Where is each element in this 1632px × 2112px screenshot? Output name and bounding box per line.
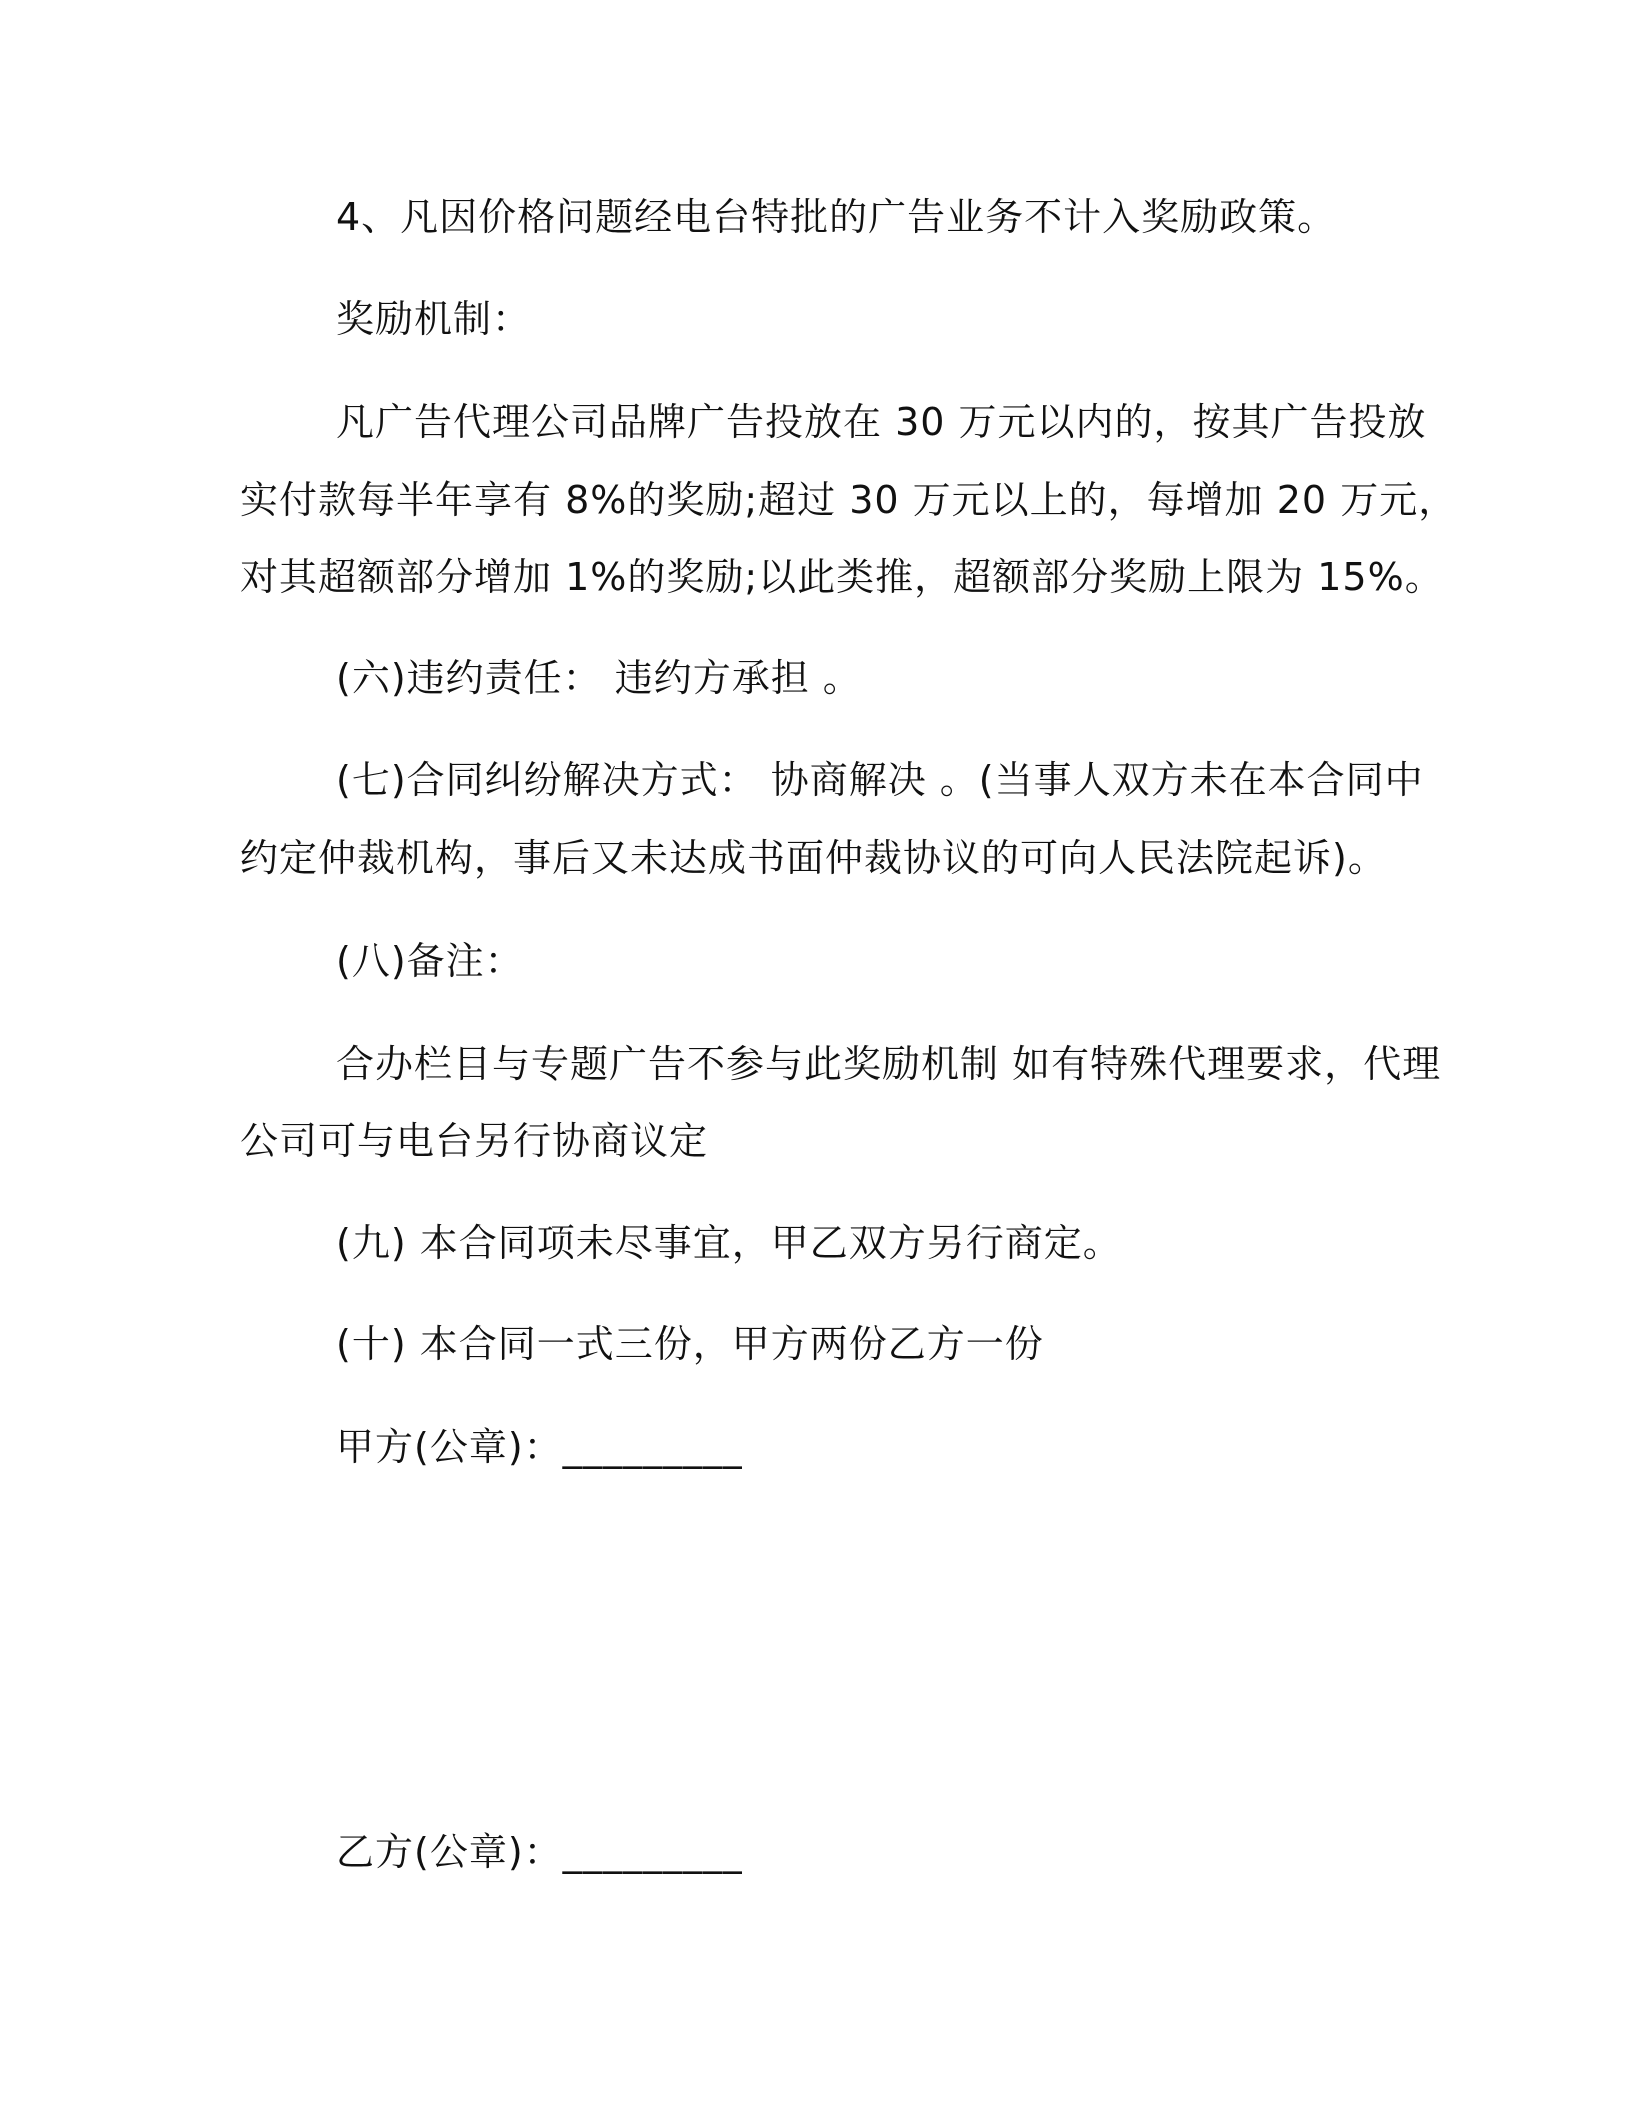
section-7-line-1: (七)合同纠纷解决方式： 协商解决 。(当事人双方未在本合同中 bbox=[336, 758, 1424, 802]
section-9-text: (九) 本合同项未尽事宜，甲乙双方另行商定。 bbox=[336, 1221, 1122, 1265]
section-8-line-2: 公司可与电台另行协商议定 bbox=[240, 1119, 709, 1163]
reward-heading: 奖励机制： bbox=[336, 297, 532, 341]
item-4-text: 4、凡因价格问题经电台特批的广告业务不计入奖励政策。 bbox=[336, 195, 1337, 239]
section-10-text: (十) 本合同一式三份，甲方两份乙方一份 bbox=[336, 1322, 1044, 1366]
party-a-signature-line: 甲方(公章)：_________ bbox=[336, 1425, 743, 1469]
section-7-line-2: 约定仲裁机构，事后又未达成书面仲裁协议的可向人民法院起诉)。 bbox=[240, 836, 1387, 880]
reward-text-line-3: 对其超额部分增加 1%的奖励;以此类推，超额部分奖励上限为 15%。 bbox=[240, 555, 1444, 599]
section-8-heading: (八)备注： bbox=[336, 939, 524, 983]
section-8-line-1: 合办栏目与专题广告不参与此奖励机制 如有特殊代理要求，代理 bbox=[336, 1042, 1442, 1086]
reward-text-line-1: 凡广告代理公司品牌广告投放在 30 万元以内的，按其广告投放 bbox=[336, 400, 1427, 444]
party-b-signature-line: 乙方(公章)：_________ bbox=[336, 1830, 743, 1874]
reward-text-line-2: 实付款每半年享有 8%的奖励;超过 30 万元以上的，每增加 20 万元， bbox=[240, 478, 1458, 522]
section-6-text: (六)违约责任： 违约方承担 。 bbox=[336, 656, 862, 700]
